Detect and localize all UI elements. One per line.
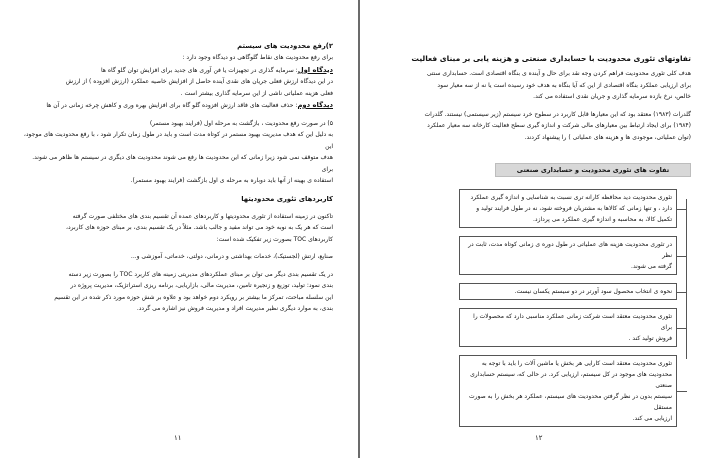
comparison-box: نحوه ی انتخاب محصول سود آورتر در دو سیستم یکسان نیست. (459, 283, 677, 300)
view2-text: : حذف فعالیت های فاقد ارزش افزوده گلو گاه برای افزایش بهره وری و کاهش چرخه زمانی در آن ها (46, 102, 298, 109)
view2-label: دیدگاه دوم (297, 101, 333, 109)
paragraph-line: فعلی هزینه عملیاتی ناشی از این سرمایه گذاری بیشتر است . (180, 89, 333, 97)
paragraph-line: استفاده ی بهینه از آنها باید دوباره به مرحله ی اول بازگشت (فرایند بهبود مستمر). (130, 177, 333, 184)
paragraph-line: این سلسله مباحث، تمرکز ما بیشتر بر رویکرد دوم خواهد بود و علاوه بر شش حوزه مورد ذکر شده در این تقسیم (54, 293, 333, 301)
paragraph-line: صنایع، ارتش (لجستیک)، خدمات بهداشتی و درمانی، دولتی، خدماتی، آموزشی و... (130, 253, 333, 260)
applications-heading: کاربردهای تئوری محدودیتها (241, 194, 333, 203)
paragraph-line: بندی نمود: تولید، توزیع و زنجیره تامین، مدیریت مالی، بازاریابی، برنامه ریزی استراتژیک، مدیریت پروژه در (70, 282, 333, 289)
view1-label: دیدگاه اول (297, 65, 333, 74)
page-number-right: ۱۲ (535, 434, 543, 442)
paragraph-line: خالص، نرخ بازده سرمایه گذاری و جریان نقدی استفاده می کند. (533, 93, 691, 100)
view1-text: : سرمایه گذاری در تجهیزات یا فن آوری های جدید برای افزایش توان گلو گاه ها (100, 66, 298, 74)
view2-line (20, 99, 333, 112)
paragraph-line: گلدرات (۱۹۸۳) معتقد بود که این معیارها قابل کاربرد در سطوح خرد سیستم (زیر سیستمی) نیستند. گلدرات (424, 110, 691, 118)
paragraph-line: به دلیل این که هدف مدیریت بهبود مستمر در کوتاه مدت است و باید در طول زمان تکرار شود ، با رفع محدودیت های موجود، این (23, 131, 333, 150)
intro-line: برای رفع محدودیت های نقاط گلوگاهی دو دیدگاه وجود دارد : (182, 54, 333, 61)
right-page (359, 0, 718, 458)
paragraph-line: است که هر یک به نوبه خود می تواند مفید و جالب باشد. مثلاً در یک تقسیم بندی، بر مبنای حوزه های کاربرد، (66, 224, 333, 231)
right-page-content (371, 52, 691, 435)
paragraph-line: بندی، به موارد دیگری نظیر مدیریت افراد و مدیریت فروش نیز اشاره می گردد. (136, 305, 333, 312)
comparison-box: تئوری محدودیت معتقد است کارایی هر بخش یا ماشین آلات را باید با توجه به محدودیت های موجود در کل سیستم، ارزیابی کرد. در حالی که، سیستم حسابداری صنعتی سیستم بدون در نظر گرفتن محدودیت های سیستم، عملکرد هر بخش را به صورت مستقل ارزیابی می کند. (459, 355, 677, 427)
page-number-left: ۱۱ (174, 434, 182, 442)
page-title: تفاوتهای تئوری محدودیت با حسابداری صنعتی و هزینه یابی بر مبنای فعالیت (411, 54, 691, 63)
view1-line (20, 64, 333, 77)
paragraph-line: هدف متوقف نمی شود زیرا زمانی که این محدودیت ها رفع می شوند محدودیت های دیگری در سیستم ها ظاهر می شوند. برای (32, 154, 333, 173)
left-page-content (20, 40, 333, 315)
comparison-banner: تفاوت های تئوری محدودیت و حسابداری صنعتی (495, 163, 691, 177)
paragraph-line: (۱۹۸۴) برای ایجاد ارتباط بین معیارهای مالی شرکت و اندازه گیری سطح فعالیت کارخانه سه معیار عملکرد (427, 122, 691, 129)
comparison-box: در تئوری محدودیت هزینه های عملیاتی در طول دوره ی زمانی کوتاه مدت، ثابت در نظر گرفته می شوند. (459, 236, 677, 275)
section-heading: ۲)رفع محدودیت های سیستم (237, 42, 333, 50)
comparison-flow (391, 189, 691, 427)
flow-connector-rail (686, 199, 687, 359)
comparison-box: تئوری محدودیت معتقد است شرکت زمانی عملکرد مناسبی دارد که محصولات را برای فروش تولید کند . (459, 308, 677, 347)
paragraph-line: کاربردهای TOC بصورت زیر تفکیک شده است: (216, 235, 333, 243)
paragraph-line: در این دیدگاه ارزش فعلی جریان های نقدی آینده حاصل از افزایش خاصیه عملکرد (ارزش افزوده ) از ارزش (65, 78, 333, 85)
paragraph-line: برای ارزیابی عملکرد بنگاه اقتصادی از این که آیا بنگاه به هدف خود رسیده است یا نه از سه معیار سود (437, 81, 691, 89)
comparison-box: تئوری محدودیت دید محافظه کارانه تری نسبت به شناسایی و اندازه گیری عملکرد دارد ، و تنها زمانی که کالاها به مشتریان فروخته شود، نه در طول فرایند تولید و تکمیل کالا، به محاسبه و اندازه گیری عملکرد می پردازد. (459, 189, 677, 228)
paragraph-line: هدف کلی تئوری محدودیت فراهم کردن وجه نقد برای حال و آینده ی بنگاه اقتصادی است. حسابداری سنتی (426, 70, 691, 77)
paragraph-line: (توان عملیاتی، موجودی ها و هزینه های عملیاتی ) را پیشنهاد کردند. (524, 133, 691, 141)
paragraph-line: تاکنون در زمینه استفاده از تئوری محدودیتها و کاربردهای عمده آن تقسیم بندی های مختلفی صورت گرفته (72, 212, 333, 220)
step5-heading: ۵) در صورت رفع محدودیت ، بازگشت به مرحله اول (فرایند بهبود مستمر) (149, 119, 333, 127)
paragraph-line: در یک تقسیم بندی دیگر می توان بر مبنای عملکردهای مدیریتی زمینه های کاربرد TOC را بصورت زیر دسته (68, 270, 333, 278)
